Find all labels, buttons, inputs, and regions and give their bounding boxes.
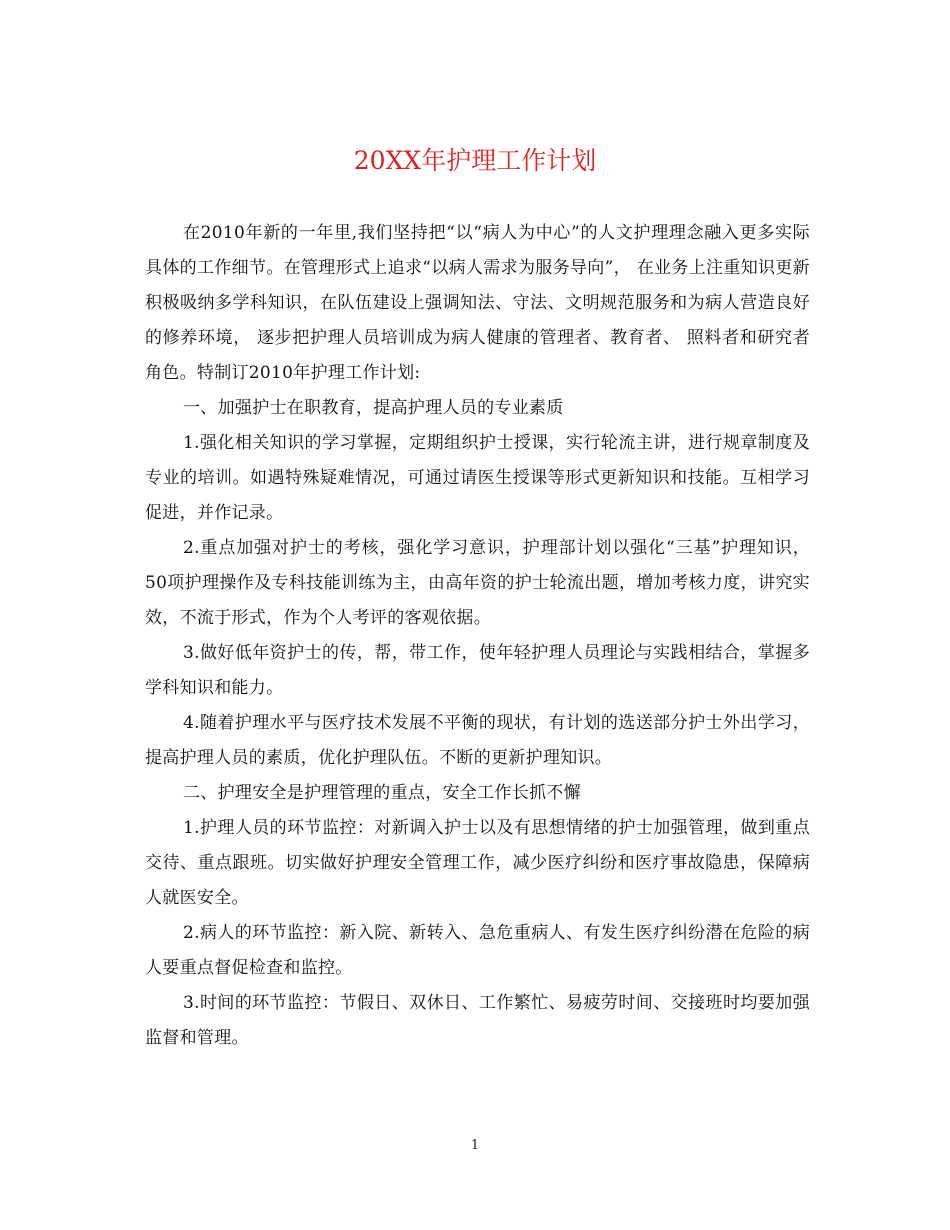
section-1-item-1: 1.强化相关知识的学习掌握，定期组织护士授课，实行轮流主讲，进行规章制度及专业的培训。如遇特殊疑难情况，可通过请医生授课等形式更新知识和技能。互相学习促进，并作记录。: [145, 433, 810, 523]
section-1-item-2: 2.重点加强对护士的考核，强化学习意识，护理部计划以强化“三基”护理知识，50项护理操作及专科技能训练为主，由高年资的护士轮流出题，增加考核力度，讲究实效，不流于形式，作为个人考评的客观依据。: [145, 538, 810, 628]
section-heading-1: 一、加强护士在职教育，提高护理人员的专业素质: [183, 398, 564, 418]
section-2-item-1: 1.护理人员的环节监控：对新调入护士以及有思想情绪的护士加强管理，做到重点交待、重点跟班。切实做好护理安全管理工作，减少医疗纠纷和医疗事故隐患，保障病人就医安全。: [145, 818, 810, 908]
intro-paragraph: 在2010年新的一年里,我们坚持把“以“病人为中心”的人文护理理念融入更多实际具体的工作细节。在管理形式上追求“以病人需求为服务导向”， 在业务上注重知识更新积极吸纳多学科知识，在队伍建设上强调知法、守法、文明规范服务和为病人营造良好的修养环境， 逐步把护理人员培训成为病人健康的管理者、教育者、 照料者和研究者角色。特制订2010年护理工作计划:: [145, 223, 810, 383]
page-number: 1: [470, 1138, 480, 1153]
document-title: 20XX年护理工作计划: [353, 146, 597, 175]
section-1-item-4: 4.随着护理水平与医疗技术发展不平衡的现状，有计划的选送部分护士外出学习，提高护理人员的素质，优化护理队伍。不断的更新护理知识。: [145, 713, 810, 768]
section-2-item-2: 2.病人的环节监控：新入院、新转入、急危重病人、有发生医疗纠纷潜在危险的病人要重点督促检查和监控。: [145, 923, 810, 978]
section-heading-2: 二、护理安全是护理管理的重点，安全工作长抓不懈: [183, 783, 581, 803]
section-2-item-3: 3.时间的环节监控：节假日、双休日、工作繁忙、易疲劳时间、交接班时均要加强监督和管理。: [145, 993, 810, 1048]
document-body: [145, 216, 810, 1056]
section-1-item-3: 3.做好低年资护士的传，帮，带工作，使年轻护理人员理论与实践相结合，掌握多学科知识和能力。: [145, 643, 810, 698]
